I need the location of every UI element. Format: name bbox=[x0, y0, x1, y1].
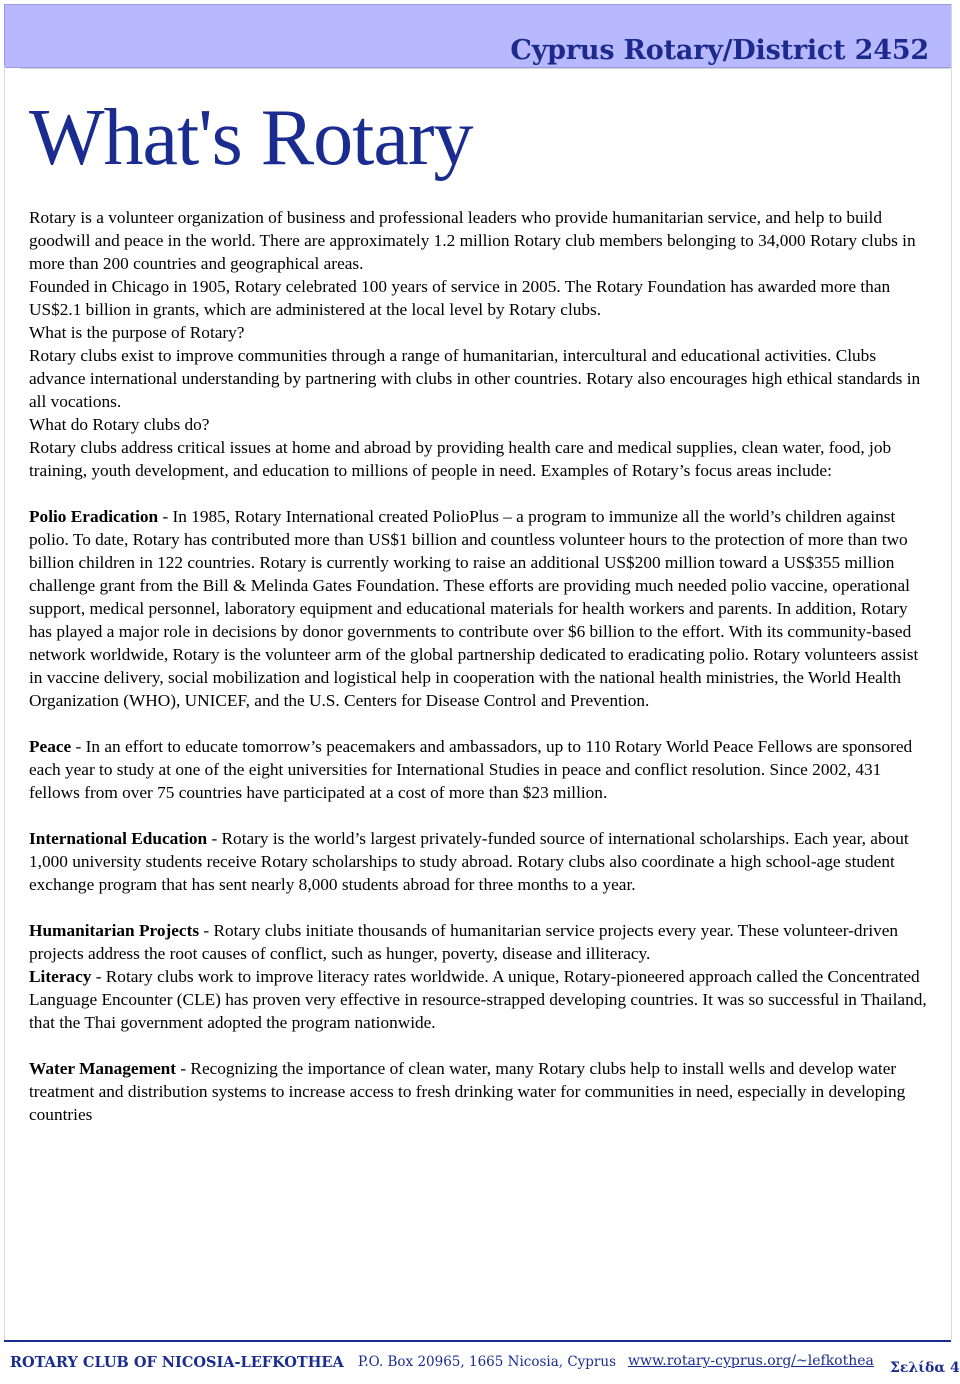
section-humanitarian-label: Humanitarian Projects bbox=[29, 921, 200, 940]
section-polio-label: Polio Eradication bbox=[29, 507, 159, 526]
footer-address: P.O. Box 20965, 1665 Nicosia, Cyprus bbox=[358, 1354, 616, 1370]
section-peace-text: - In an effort to educate tomorrow’s peacemakers and ambassadors, up to 110 Rotary World Peace Fellows are sponsored each year to study at one of the eight universities for International Studies in peace and conflict resolution. Since 2002, 431 fellows from over 75 countries have participated at a cost of more than $23 million. bbox=[29, 737, 913, 802]
spacer bbox=[29, 804, 933, 827]
footer-page-number: Σελίδα 4 bbox=[890, 1360, 960, 1376]
footer bbox=[0, 1350, 960, 1380]
section-education bbox=[29, 827, 933, 896]
header-title: Cyprus Rotary/District 2452 bbox=[510, 35, 929, 66]
section-water-text: - Recognizing the importance of clean water, many Rotary clubs help to install wells and develop water treatment and distribution systems to increase access to fresh drinking water for communities in need, especially in developing countries bbox=[29, 1059, 906, 1124]
founding-paragraph: Founded in Chicago in 1905, Rotary celebrated 100 years of service in 2005. The Rotary Foundation has awarded more than US$2.1 billion in grants, which are administered at the local level by Rotary clubs. bbox=[29, 277, 891, 319]
activities-answer: Rotary clubs address critical issues at home and abroad by providing health care and medical supplies, clean water, food, job training, youth development, and education to millions of people in need. Examples of Rotary’s focus areas include: bbox=[29, 438, 892, 480]
section-humanitarian-text: - Rotary clubs initiate thousands of humanitarian service projects every year. These volunteer-driven projects address the root causes of conflict, such as hunger, poverty, disease and illiteracy. bbox=[29, 921, 899, 963]
section-polio-text: - In 1985, Rotary International created PolioPlus – a program to immunize all the world’s children against polio. To date, Rotary has contributed more than US$1 billion and countless volunteer hours to the protection of more than two billion children in 122 countries. Rotary is currently working to raise an additional US$200 million toward a US$355 million challenge grant from the Bill & Melinda Gates Foundation. These efforts are providing much needed polio vaccine, operational support, medical personnel, laboratory equipment and educational materials for health workers and parents. In addition, Rotary has played a major role in decisions by donor governments to contribute over $6 billion to the effort. With its community-based network worldwide, Rotary is the volunteer arm of the global partnership dedicated to eradicating polio. Rotary volunteers assist in vaccine delivery, social mobilization and logistical help in cooperation with the national health ministries, the World Health Organization (WHO), UNICEF, and the U.S. Centers for Disease Control and Prevention. bbox=[29, 507, 919, 710]
section-education-label: International Education bbox=[29, 829, 208, 848]
section-literacy bbox=[29, 965, 933, 1034]
section-water bbox=[29, 1057, 933, 1126]
section-literacy-text: - Rotary clubs work to improve literacy rates worldwide. A unique, Rotary-pioneered approach called the Concentrated Language Encounter (CLE) has proven very effective in resource-strapped developing countries. It was so successful in Thailand, that the Thai government adopted the program nationwide. bbox=[29, 967, 927, 1032]
intro-paragraph: Rotary is a volunteer organization of business and professional leaders who provide humanitarian service, and help to build goodwill and peace in the world. There are approximately 1.2 million Rotary club members belonging to 34,000 Rotary clubs in more than 200 countries and geographical areas. bbox=[29, 208, 916, 273]
frame-left-line bbox=[4, 66, 5, 1340]
section-polio bbox=[29, 505, 933, 712]
section-humanitarian bbox=[29, 919, 933, 965]
article-body bbox=[29, 206, 933, 1126]
spacer bbox=[29, 712, 933, 735]
page-title: What's Rotary bbox=[29, 94, 473, 182]
footer-website-link[interactable]: www.rotary-cyprus.org/~lefkothea bbox=[628, 1353, 874, 1369]
section-peace-label: Peace bbox=[29, 737, 72, 756]
footer-divider bbox=[4, 1340, 951, 1342]
purpose-answer: Rotary clubs exist to improve communities through a range of humanitarian, intercultural and educational activities. Clubs advance international understanding by partnering with clubs in other countries. Rotary also encourages high ethical standards in all vocations. bbox=[29, 346, 921, 411]
spacer bbox=[29, 482, 933, 505]
spacer bbox=[29, 1034, 933, 1057]
section-peace bbox=[29, 735, 933, 804]
section-literacy-label: Literacy bbox=[29, 967, 92, 986]
section-education-text: - Rotary is the world’s largest privately-funded source of international scholarships. Each year, about 1,000 university students receive Rotary scholarships to study abroad. Rotary clubs also coordinate a high school-age student exchange program that has sent nearly 8,000 students abroad for three months to a year. bbox=[29, 829, 909, 894]
header-divider bbox=[20, 68, 950, 69]
activities-question: What do Rotary clubs do? bbox=[29, 415, 210, 434]
footer-club-name: ROTARY CLUB OF NICOSIA-LEFKOTHEA bbox=[10, 1354, 344, 1371]
header-band bbox=[4, 4, 952, 68]
purpose-question: What is the purpose of Rotary? bbox=[29, 323, 245, 342]
spacer bbox=[29, 896, 933, 919]
section-water-label: Water Management bbox=[29, 1059, 177, 1078]
frame-right-line bbox=[951, 4, 952, 1340]
